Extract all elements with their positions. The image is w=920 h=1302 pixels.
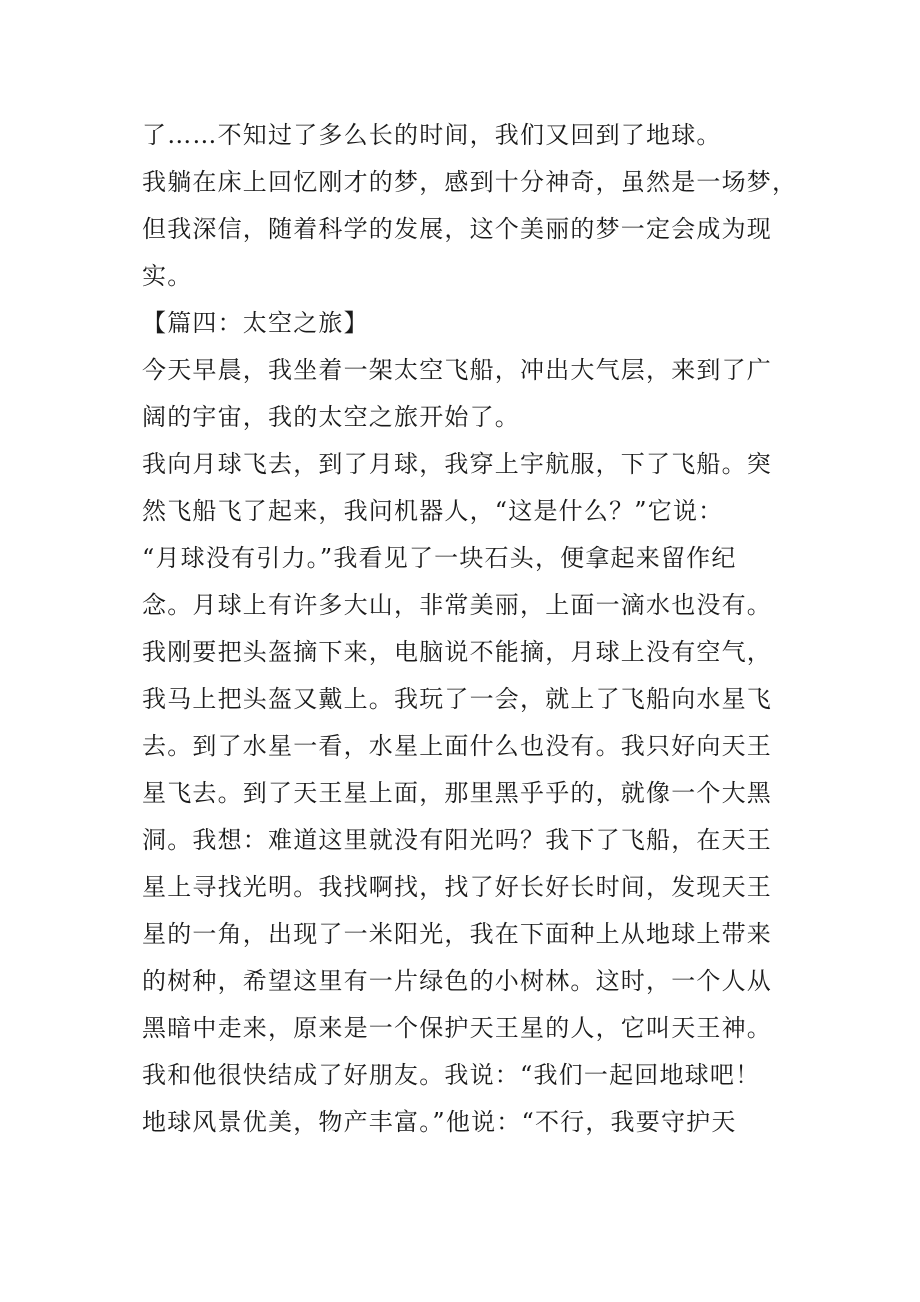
text-line: 星飞去。到了天王星上面，那里黑乎乎的，就像一个大黑 — [142, 779, 772, 807]
text-line: 我和他很快结成了好朋友。我说：“我们一起回地球吧！ — [142, 1061, 761, 1089]
text-line: 阔的宇宙，我的太空之旅开始了。 — [142, 403, 520, 431]
text-line: 实。 — [142, 262, 193, 290]
text-line: 星上寻找光明。我找啊找，找了好长好长时间，发现天王 — [142, 873, 772, 901]
document-body — [142, 112, 798, 1146]
text-line: 的树种，希望这里有一片绿色的小树林。这时，一个人从 — [142, 967, 772, 995]
text-line: 地球风景优美，物产丰富。”他说：“不行，我要守护天 — [142, 1108, 737, 1136]
text-line: 我刚要把头盔摘下来，电脑说不能摘，月球上没有空气， — [142, 638, 772, 666]
text-line: 念。月球上有许多大山，非常美丽，上面一滴水也没有。 — [142, 591, 772, 619]
text-line: 但我深信，随着科学的发展，这个美丽的梦一定会成为现 — [142, 215, 772, 243]
text-line: “月球没有引力。”我看见了一块石头，便拿起来留作纪 — [142, 544, 737, 572]
text-line: 星的一角，出现了一米阳光，我在下面种上从地球上带来 — [142, 920, 772, 948]
text-line: 我马上把头盔又戴上。我玩了一会，就上了飞船向水星飞 — [142, 685, 772, 713]
text-line: 去。到了水星一看，水星上面什么也没有。我只好向天王 — [142, 732, 772, 760]
text-line: 了……不知过了多么长的时间，我们又回到了地球。 — [142, 121, 722, 149]
text-line: 今天早晨，我坐着一架太空飞船，冲出大气层，来到了广 — [142, 356, 772, 384]
text-line: 黑暗中走来，原来是一个保护天王星的人，它叫天王神。 — [142, 1014, 772, 1042]
text-line: 洞。我想：难道这里就没有阳光吗？我下了飞船，在天王 — [142, 826, 772, 854]
text-line: 然飞船飞了起来，我问机器人，“这是什么？”它说： — [142, 497, 724, 525]
text-line: 我向月球飞去，到了月球，我穿上宇航服，下了飞船。突 — [142, 450, 772, 478]
section-heading: 【篇四：太空之旅】 — [142, 309, 369, 337]
text-line: 我躺在床上回忆刚才的梦，感到十分神奇，虽然是一场梦， — [142, 168, 798, 196]
